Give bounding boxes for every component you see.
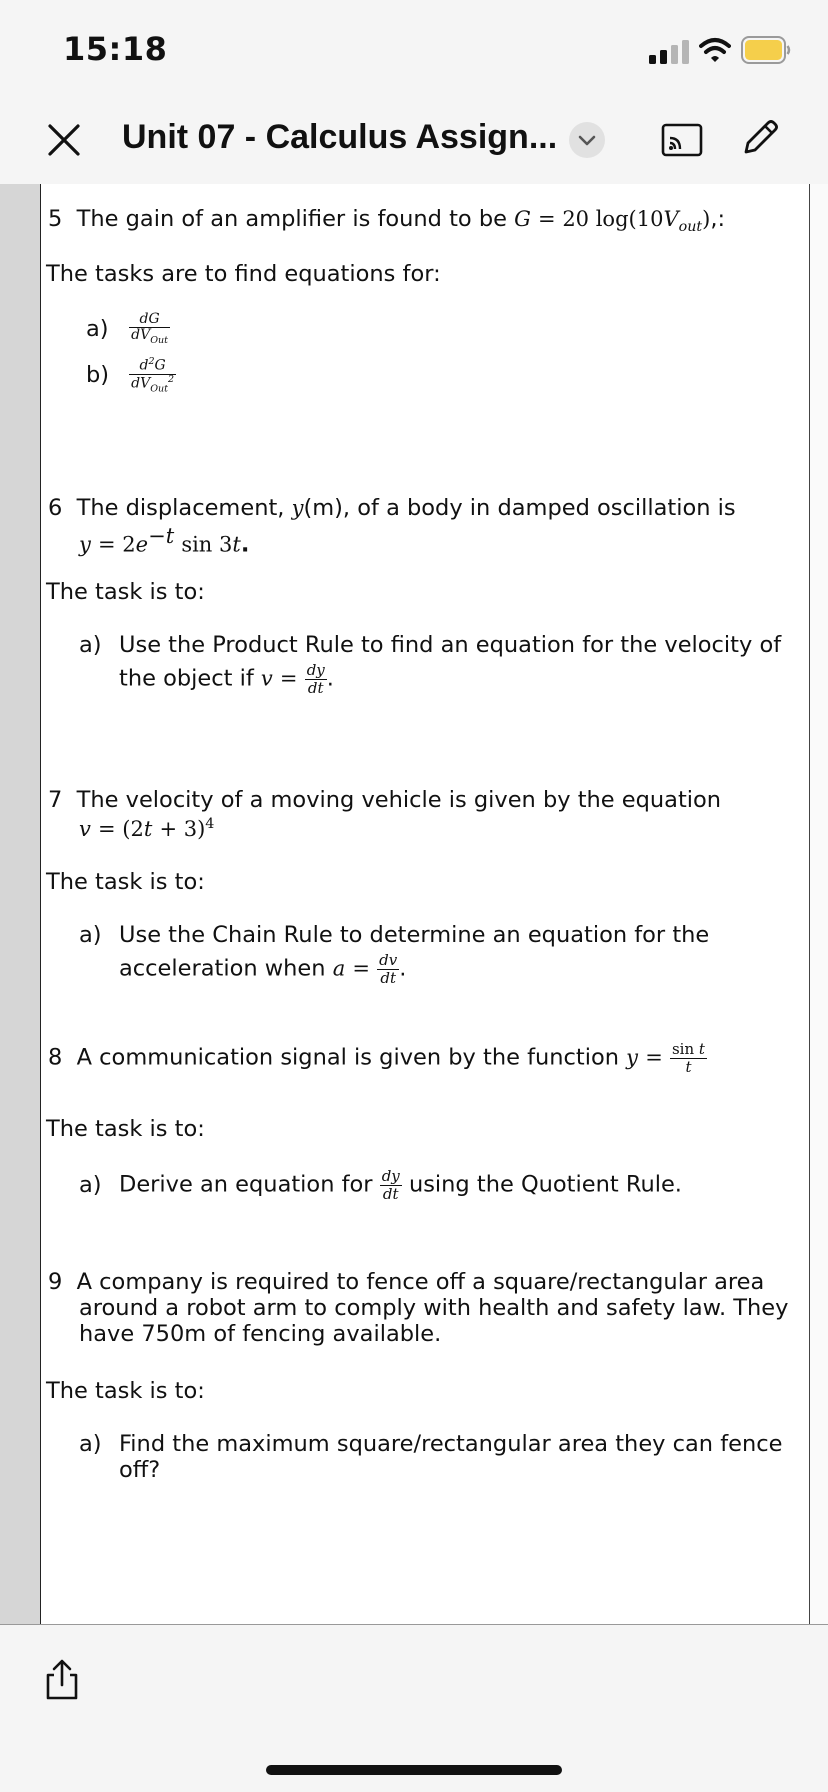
q6-statement [48, 496, 736, 522]
q7-item-a-line2: acceleration when a = $\frac{dv}{dt}$ . [119, 951, 407, 987]
q8-formula-fraction: $\frac{\text{sin t}}{t}$ [671, 1040, 705, 1076]
q9-item-label: a) [79, 1431, 102, 1457]
q9-line3: have 750m of fencing available. [79, 1321, 442, 1347]
q8-number: 8 [48, 1044, 63, 1071]
q6-text: The displacement, y(m), of a body in damped oscillation is [76, 495, 736, 521]
q8-item-post: using the Quotient Rule. [408, 1171, 682, 1198]
battery-icon [741, 36, 791, 64]
q5-item-b-fraction: $\frac{d^2G}{dV_{Out}^2}$ [131, 356, 175, 395]
chevron-down-icon[interactable] [569, 122, 605, 158]
q5-statement [48, 207, 725, 236]
q5-item-b-label: b) [86, 362, 110, 389]
q6-number: 6 [48, 495, 63, 521]
q9-task-intro: The task is to: [46, 1378, 205, 1404]
q9-number: 9 [48, 1269, 63, 1295]
q9-line2: around a robot arm to comply with health and safety law. They [79, 1295, 789, 1321]
q8-item-a: a) Derive an equation for $\frac{dy}{dt}$ using the Quotient Rule. [79, 1167, 682, 1203]
page-right-margin [810, 184, 828, 1624]
pencil-icon[interactable] [738, 116, 782, 160]
wifi-icon [699, 37, 731, 63]
cellular-signal-icon [649, 38, 691, 64]
close-icon[interactable] [44, 120, 84, 160]
q6-item-a-line2: the object if v = $\frac{dy}{dt}$ . [119, 661, 334, 697]
q5-text: The gain of an amplifier is found to be [76, 206, 507, 232]
q9-item-a-line2: off? [119, 1457, 161, 1483]
status-bar [0, 0, 828, 100]
q9-item-a-line1: a) Find the maximum square/rectangular area they can fence [79, 1431, 783, 1457]
page-gutter [0, 184, 41, 1624]
q7-number: 7 [48, 787, 63, 813]
share-icon[interactable] [44, 1658, 80, 1702]
q8-item-label: a) [79, 1171, 102, 1198]
q5-item-a-label: a) [86, 315, 109, 342]
q8-statement: 8 A communication signal is given by the function y = $\frac{\text{sin t}}{t}$ [48, 1040, 705, 1076]
q7-item-label: a) [79, 922, 102, 948]
q7-task-intro: The task is to: [46, 869, 205, 895]
q6-task-intro: The task is to: [46, 579, 205, 605]
q7-statement [48, 788, 721, 814]
q5-number: 5 [48, 206, 63, 232]
q6-formula: $y = 2e^{-t}$ sin 3t. [79, 524, 250, 558]
q5-item-a-fraction: $\frac{dG}{dV_{Out}}$ [131, 311, 168, 347]
q8-text: A communication signal is given by the function [76, 1044, 620, 1071]
document-page[interactable] [41, 184, 810, 1624]
q5-item-b [86, 357, 176, 395]
q8-item-pre: Derive an equation for [119, 1171, 373, 1198]
q8-task-intro: The task is to: [46, 1116, 205, 1142]
q7-item-a-line1: a) Use the Chain Rule to determine an equation for the [79, 922, 710, 948]
document-toolbar [0, 100, 828, 185]
q7-text: The velocity of a moving vehicle is given by the equation [76, 787, 722, 813]
status-time: 15:18 [63, 30, 168, 68]
q5-tasks-intro: The tasks are to find equations for: [46, 261, 441, 287]
q6-item-label: a) [79, 632, 102, 658]
q5-formula: G = 20 $\log(10V_{out})$,: [514, 206, 726, 236]
q6-item-a-line1: a) Use the Product Rule to find an equation for the velocity of [79, 632, 782, 658]
document-title[interactable]: Unit 07 - Calculus Assign... [122, 118, 558, 156]
home-indicator[interactable] [266, 1765, 562, 1775]
cast-icon[interactable] [661, 122, 703, 158]
q9-line1: 9 A company is required to fence off a square/rectangular area [48, 1269, 765, 1295]
q7-formula: $v = (2t + 3)^4$ [79, 816, 215, 841]
q5-item-a [86, 312, 170, 347]
